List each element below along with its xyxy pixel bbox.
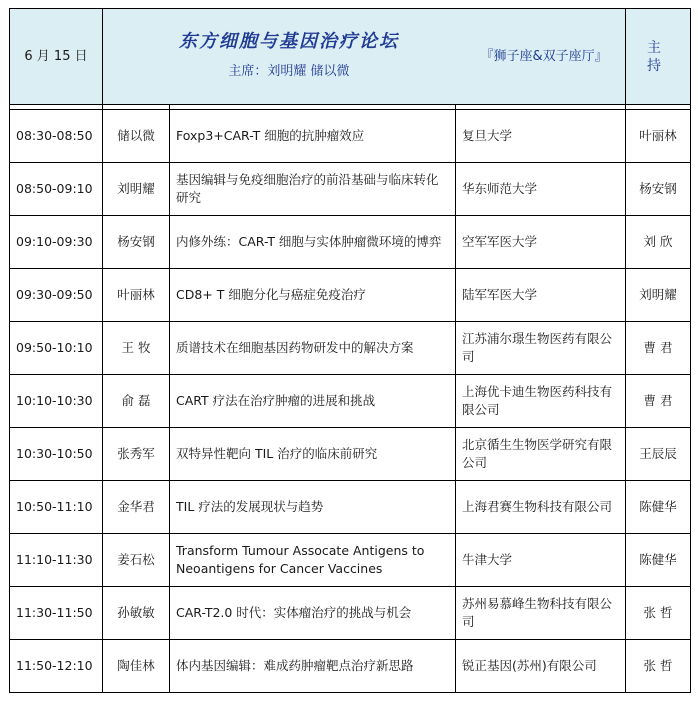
speaker-name: 叶丽林 — [103, 269, 170, 322]
session-time: 09:50-10:10 — [10, 322, 103, 375]
speaker-name: 杨安钢 — [103, 216, 170, 269]
speaker-name: 姜石松 — [103, 534, 170, 587]
host-column-header: 主 持 — [626, 9, 691, 105]
session-time: 10:10-10:30 — [10, 375, 103, 428]
speaker-name: 金华君 — [103, 481, 170, 534]
speaker-name: 储以微 — [103, 110, 170, 163]
speaker-institution: 北京循生生物医学研究有限公司 — [456, 428, 626, 481]
table-row — [10, 216, 691, 269]
session-time: 08:30-08:50 — [10, 110, 103, 163]
session-host: 刘 欣 — [626, 216, 691, 269]
speaker-institution: 空军军医大学 — [456, 216, 626, 269]
talk-topic: 内修外练：CAR-T 细胞与实体肿瘤微环境的博弈 — [170, 216, 456, 269]
speaker-name: 王 牧 — [103, 322, 170, 375]
session-host: 曹 君 — [626, 322, 691, 375]
table-row — [10, 110, 691, 163]
talk-topic: 双特异性靶向 TIL 治疗的临床前研究 — [170, 428, 456, 481]
speaker-name: 孙敏敏 — [103, 587, 170, 640]
session-host: 曹 君 — [626, 375, 691, 428]
talk-topic: 质谱技术在细胞基因药物研发中的解决方案 — [170, 322, 456, 375]
session-date: 6 月 15 日 — [10, 9, 103, 105]
session-time: 09:30-09:50 — [10, 269, 103, 322]
speaker-name: 陶佳林 — [103, 640, 170, 693]
table-row — [10, 640, 691, 693]
session-host: 陈健华 — [626, 481, 691, 534]
session-time: 09:10-09:30 — [10, 216, 103, 269]
talk-topic: Foxp3+CAR-T 细胞的抗肿瘤效应 — [170, 110, 456, 163]
forum-venue: 『狮子座&双子座厅』 — [480, 48, 608, 64]
table-row — [10, 534, 691, 587]
forum-title: 东方细胞与基因治疗论坛 — [179, 30, 399, 52]
speaker-institution: 上海优卡迪生物医药科技有限公司 — [456, 375, 626, 428]
speaker-name: 刘明耀 — [103, 163, 170, 216]
forum-chairs: 主席：刘明耀 储以微 — [228, 63, 350, 79]
forum-schedule-table — [9, 8, 691, 693]
talk-topic: CART 疗法在治疗肿瘤的进展和挑战 — [170, 375, 456, 428]
speaker-institution: 牛津大学 — [456, 534, 626, 587]
speaker-institution: 江苏浦尔璟生物医药有限公司 — [456, 322, 626, 375]
session-host: 叶丽林 — [626, 110, 691, 163]
session-host: 张 哲 — [626, 587, 691, 640]
talk-topic: CAR-T2.0 时代：实体瘤治疗的挑战与机会 — [170, 587, 456, 640]
table-row — [10, 269, 691, 322]
schedule-body — [10, 110, 691, 693]
table-row — [10, 428, 691, 481]
session-time: 11:30-11:50 — [10, 587, 103, 640]
speaker-institution: 陆军军医大学 — [456, 269, 626, 322]
table-row — [10, 375, 691, 428]
talk-topic: 体内基因编辑：难成药肿瘤靶点治疗新思路 — [170, 640, 456, 693]
table-row — [10, 163, 691, 216]
talk-topic: TIL 疗法的发展现状与趋势 — [170, 481, 456, 534]
session-host: 刘明耀 — [626, 269, 691, 322]
schedule-header-row — [10, 9, 691, 105]
session-host: 杨安钢 — [626, 163, 691, 216]
session-title-cell — [103, 9, 626, 105]
speaker-name: 俞 磊 — [103, 375, 170, 428]
speaker-institution: 上海君赛生物科技有限公司 — [456, 481, 626, 534]
session-time: 11:10-11:30 — [10, 534, 103, 587]
speaker-institution: 复旦大学 — [456, 110, 626, 163]
session-time: 11:50-12:10 — [10, 640, 103, 693]
title-block — [109, 30, 469, 81]
speaker-institution: 华东师范大学 — [456, 163, 626, 216]
session-host: 张 哲 — [626, 640, 691, 693]
speaker-institution: 苏州易慕峰生物科技有限公司 — [456, 587, 626, 640]
talk-topic: Transform Tumour Assocate Antigens to Neoantigens for Cancer Vaccines — [170, 534, 456, 587]
session-host: 王辰辰 — [626, 428, 691, 481]
session-time: 10:50-11:10 — [10, 481, 103, 534]
session-time: 10:30-10:50 — [10, 428, 103, 481]
table-row — [10, 587, 691, 640]
session-host: 陈健华 — [626, 534, 691, 587]
talk-topic: 基因编辑与免疫细胞治疗的前沿基础与临床转化研究 — [170, 163, 456, 216]
speaker-name: 张秀军 — [103, 428, 170, 481]
speaker-institution: 锐正基因(苏州)有限公司 — [456, 640, 626, 693]
session-time: 08:50-09:10 — [10, 163, 103, 216]
table-row — [10, 481, 691, 534]
talk-topic: CD8+ T 细胞分化与癌症免疫治疗 — [170, 269, 456, 322]
table-row — [10, 322, 691, 375]
